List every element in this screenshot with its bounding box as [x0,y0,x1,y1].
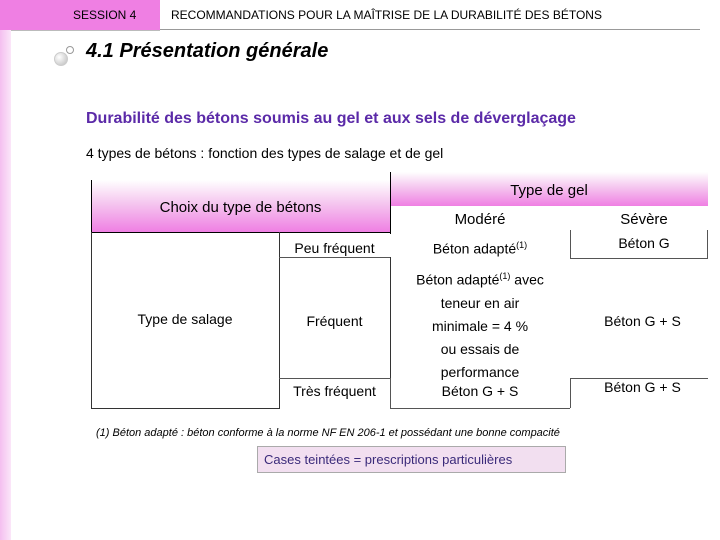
cell-tres-frequent-severe: Béton G + S [604,379,681,395]
row-label-frequent: Fréquent [306,313,363,329]
footnote-ref: (1) [499,271,511,281]
page-title: 4.1 Présentation générale [86,40,329,62]
column-header-severe: Sévère [620,211,668,228]
cell-frequent-severe: Béton G + S [604,313,681,329]
cell-text: avec [510,271,544,288]
cell-text: performance [440,363,520,380]
table-line [390,408,570,409]
header-bar [0,0,720,30]
row-label-tres-frequent: Très fréquent [293,383,376,399]
sphere-bullet-icon [54,52,68,66]
gel-header-label: Type de gel [510,182,588,199]
cell-text: teneur en air [440,294,520,311]
session-label: SESSION 4 [73,8,137,22]
table-line [91,408,279,409]
cell-text: ou essais de [440,340,520,357]
small-circle-icon [66,46,74,54]
session-tab [0,0,160,31]
cell-text: Béton adapté [416,271,500,288]
slide-intro: 4 types de bétons : fonction des types de salage et de gel [86,145,444,161]
header-divider [160,29,700,30]
table-line [279,257,390,258]
table-line [570,230,571,258]
column-header-moderate: Modéré [454,211,506,228]
corner-label: Choix du type de bétons [159,199,322,216]
cell-tres-frequent-moderate: Béton G + S [441,383,519,399]
row-group-label: Type de salage [137,311,233,327]
row-label-peu-frequent: Peu fréquent [294,240,375,256]
table-line [279,378,390,379]
footnote: (1) Béton adapté : béton conforme à la norme NF EN 206-1 et possédant une bonne compacité [96,427,560,439]
slide-subtitle: Durabilité des bétons soumis au gel et aux sels de déverglaçage [86,110,576,127]
cell-text: Béton adapté [432,240,517,257]
table-line [570,258,708,259]
cell-peu-frequent-moderate [390,234,570,261]
left-accent-bar [0,30,11,540]
table-line [91,232,390,233]
cell-frequent-moderate [390,265,570,384]
legend-text: Cases teintées = prescriptions particulières [264,452,513,467]
cell-peu-frequent-severe: Béton G [618,235,670,251]
footnote-ref: (1) [516,240,528,250]
legend-box [257,446,566,473]
cell-text: minimale = 4 % [431,317,529,334]
header-title: RECOMMANDATIONS POUR LA MAÎTRISE DE LA DURABILITÉ DES BÉTONS [171,8,602,22]
